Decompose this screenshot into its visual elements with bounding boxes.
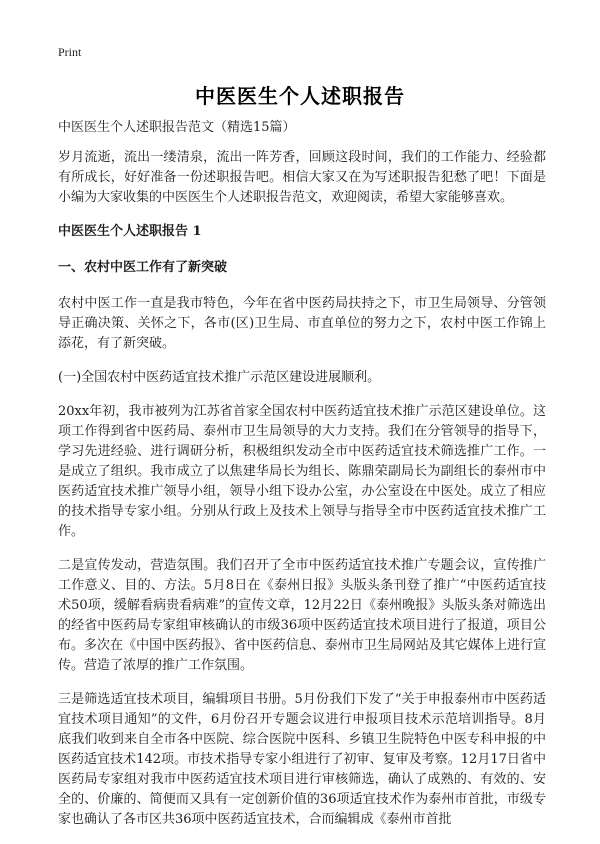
document-body	[58, 118, 546, 844]
paragraph-1: 农村中医工作一直是我市特色，今年在省中医药局扶持之下，市卫生局领导、分管领导正确决策、关怀之下，各市(区)卫生局、市直单位的努力之下，农村中医工作锦上添花，有了新突破。	[58, 296, 546, 351]
document-subtitle: 中医医生个人述职报告范文（精选15篇）	[58, 120, 296, 135]
paragraph-5: 三是筛选适宜技术项目，编辑项目书册。5月份我们下发了“关于申报泰州市中医药适宜技术项目通知”的文件，6月份召开专题会议进行申报项目技术示范培训指导。8月底我们收到来自全市各中医院、综合医院中医科、乡镇卫生院特色中医专科申报的中医药适宜技术142项。市技术指导专家小组进行了初审、复审及考察。12月17日省中医药局专家组对我市中医药适宜技术项目进行审核筛选，确认了成熟的、有效的、安全的、价廉的、简便而又具有一定创新价值的36项适宜技术作为泰州市首批，市级专家也确认了各市区共36项中医药适宜技术，合而编辑成《泰州市首批	[58, 692, 546, 827]
section-heading: 中医医生个人述职报告 1	[58, 224, 202, 239]
print-link[interactable]: Print	[58, 45, 82, 59]
paragraph-2: (一)全国农村中医药适宜技术推广示范区建设进展顺利。	[58, 370, 381, 385]
intro-paragraph: 岁月流逝，流出一缕清泉，流出一阵芳香，回顾这段时间，我们的工作能力、经验都有所成长，好好准备一份述职报告吧。相信大家又在为写述职报告犯愁了吧！下面是小编为大家收集的中医医生个人述职报告范文，欢迎阅读，希望大家能够喜欢。	[58, 150, 546, 205]
paragraph-4: 二是宣传发动，营造氛围。我们召开了全市中医药适宜技术推广专题会议，宣传推广工作意义、目的、方法。5月8日在《泰州日报》头版头条刊登了推广“中医药适宜技术50项，缓解看病贵看病难”的宣传文章，12月22日《泰州晚报》头版头条对筛选出的经省中医药局专家组审核确认的市级36项中医药适宜技术项目进行了报道，项目公布。多次在《中国中医药报》、省中医药信息、泰州市卫生局网站及其它媒体上进行宣传。营造了浓厚的推广工作氛围。	[58, 558, 546, 673]
paragraph-3: 20xx年初，我市被列为江苏省首家全国农村中医药适宜技术推广示范区建设单位。这项工作得到省中医药局、泰州市卫生局领导的大力支持。我们在分管领导的指导下，学习先进经验、进行调研分析，积极组织发动全市中医药适宜技术筛选推广工作。一是成立了组织。我市成立了以焦建华局长为组长、陈鼎荣副局长为副组长的泰州市中医药适宜技术推广领导小组，领导小组下设办公室，办公室设在中医处。成立了相应的技术指导专家小组。分别从行政上及技术上领导与指导全市中医药适宜技术推广工作。	[58, 404, 546, 539]
document-title: 中医医生个人述职报告	[195, 84, 405, 108]
subsection-heading: 一、农村中医工作有了新突破	[58, 260, 228, 275]
